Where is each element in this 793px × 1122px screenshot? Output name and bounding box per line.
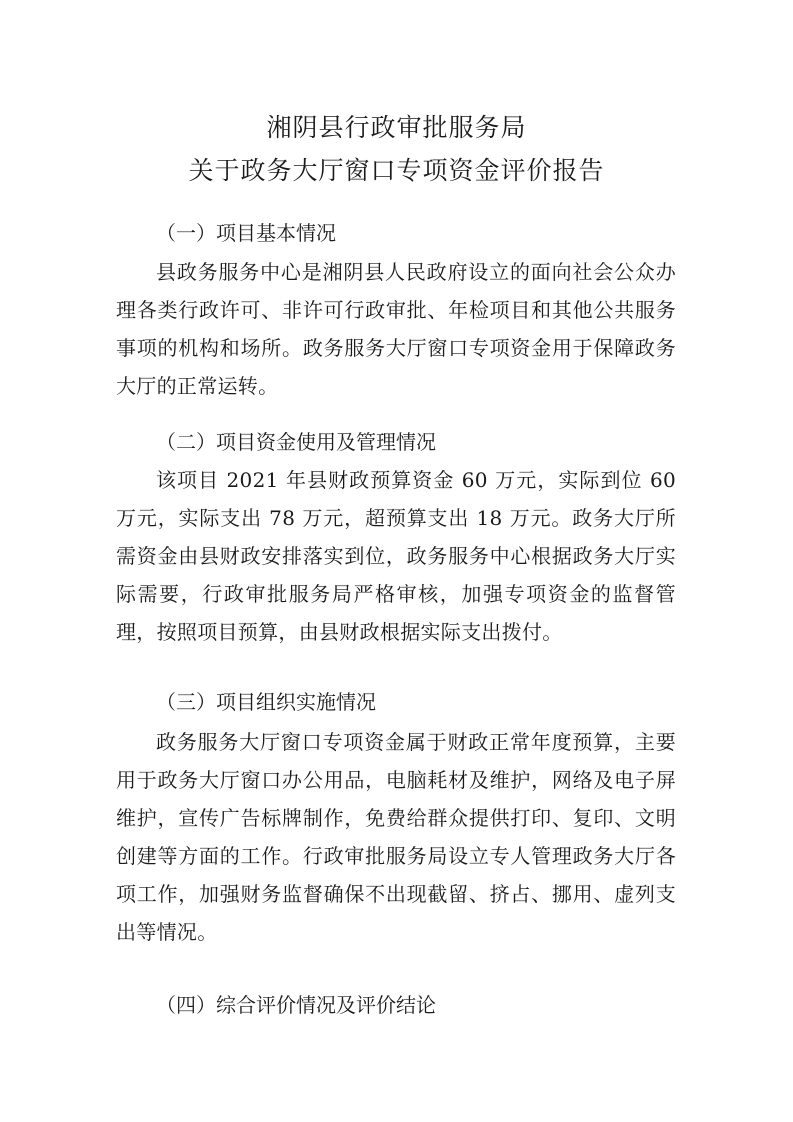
- section-heading-3: （三）项目组织实施情况: [156, 690, 376, 714]
- section-heading-1: （一）项目基本情况: [156, 221, 336, 245]
- section-paragraph-1: 县政务服务中心是湘阴县人民政府设立的面向社会公众办理各类行政许可、非许可行政审批、年检项目和其他公共服务事项的机构和场所。政务服务大厅窗口专项资金用于保障政务大厅的正常运转。: [116, 260, 676, 398]
- document-title-line-2: 关于政务大厅窗口专项资金评价报告: [188, 156, 605, 185]
- section-heading-4: （四）综合评价情况及评价结论: [156, 993, 436, 1017]
- section-paragraph-3: 政务服务大厅窗口专项资金属于财政正常年度预算，主要用于政务大厅窗口办公用品，电脑耗材及维护，网络及电子屏维护，宣传广告标牌制作，免费给群众提供打印、复印、文明创建等方面的工作。行政审批服务局设立专人管理政务大厅各项工作，加强财务监督确保不出现截留、挤占、挪用、虚列支出等情况。: [116, 730, 676, 944]
- document-title-line-1: 湘阴县行政审批服务局: [266, 113, 527, 142]
- section-paragraph-2: 该项目 2021 年县财政预算资金 60 万元，实际到位 60 万元，实际支出 78 万元，超预算支出 18 万元。政务大厅所需资金由县财政安排落实到位，政务服务中心根据政务大厅实际需要，行政审批服务局严格审核，加强专项资金的监督管理，按照项目预算，由县财政根据实际支出拨付。: [116, 468, 676, 644]
- section-heading-2: （二）项目资金使用及管理情况: [156, 430, 436, 454]
